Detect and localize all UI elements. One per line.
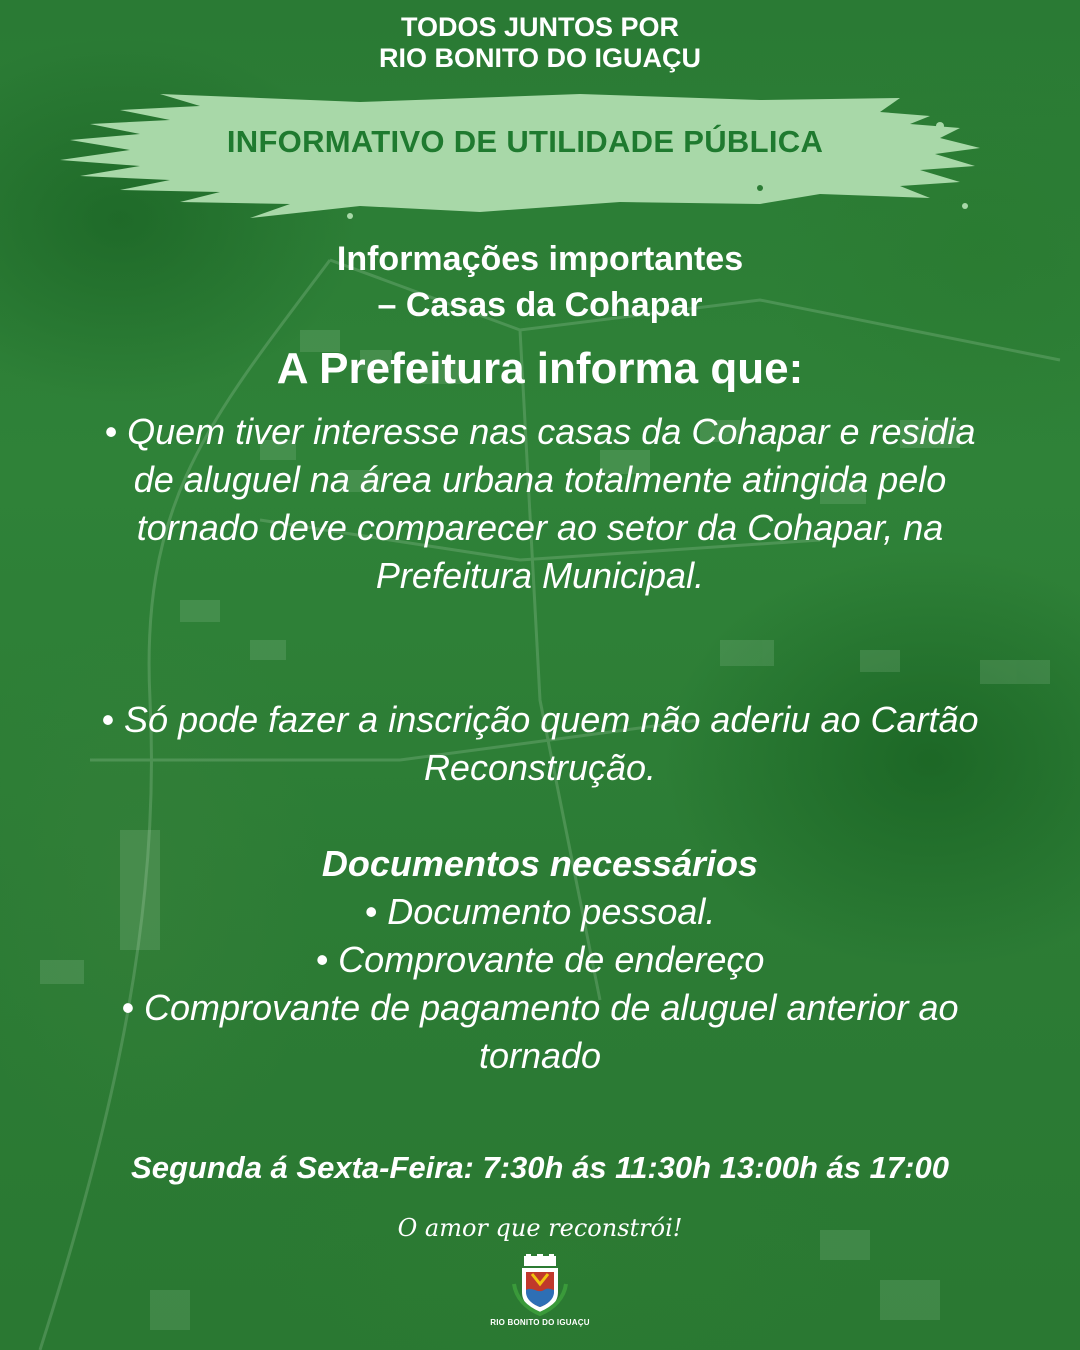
subtitle-line-1: Informações importantes	[336, 240, 744, 278]
banner-title: INFORMATIVO DE UTILIDADE PÚBLICA	[226, 124, 824, 159]
info-paragraph-2: • Só pode fazer a inscrição quem não aderiu ao Cartão Reconstrução.	[101, 699, 979, 788]
document-item: • Documento pessoal.	[364, 891, 716, 932]
lead-heading: A Prefeitura informa que:	[276, 344, 804, 393]
subtitle-line-2: – Casas da Cohapar	[377, 286, 703, 324]
logo-caption: RIO BONITO DO IGUAÇU	[490, 1318, 590, 1327]
municipal-logo	[490, 1254, 590, 1344]
document-item: • Comprovante de endereço	[315, 939, 765, 980]
subtitle	[0, 236, 1080, 328]
informative-banner	[60, 86, 990, 226]
campaign-header	[0, 12, 1080, 74]
documents-title: Documentos necessários	[321, 843, 759, 884]
opening-hours: Segunda á Sexta-Feira: 7:30h ás 11:30h 13:00h ás 17:00	[131, 1150, 949, 1185]
coat-of-arms-icon	[510, 1254, 570, 1316]
header-line-2: RIO BONITO DO IGUAÇU	[378, 43, 701, 73]
documents-list	[90, 888, 990, 1080]
header-line-1: TODOS JUNTOS POR	[400, 12, 680, 42]
slogan: O amor que reconstrói!	[397, 1214, 683, 1242]
document-item: • Comprovante de pagamento de aluguel anterior ao tornado	[121, 987, 959, 1076]
info-paragraph-1: • Quem tiver interesse nas casas da Cohapar e residia de aluguel na área urbana totalmente atingida pelo tornado deve comparecer ao setor da Cohapar, na Prefeitura Municipal.	[104, 411, 976, 596]
